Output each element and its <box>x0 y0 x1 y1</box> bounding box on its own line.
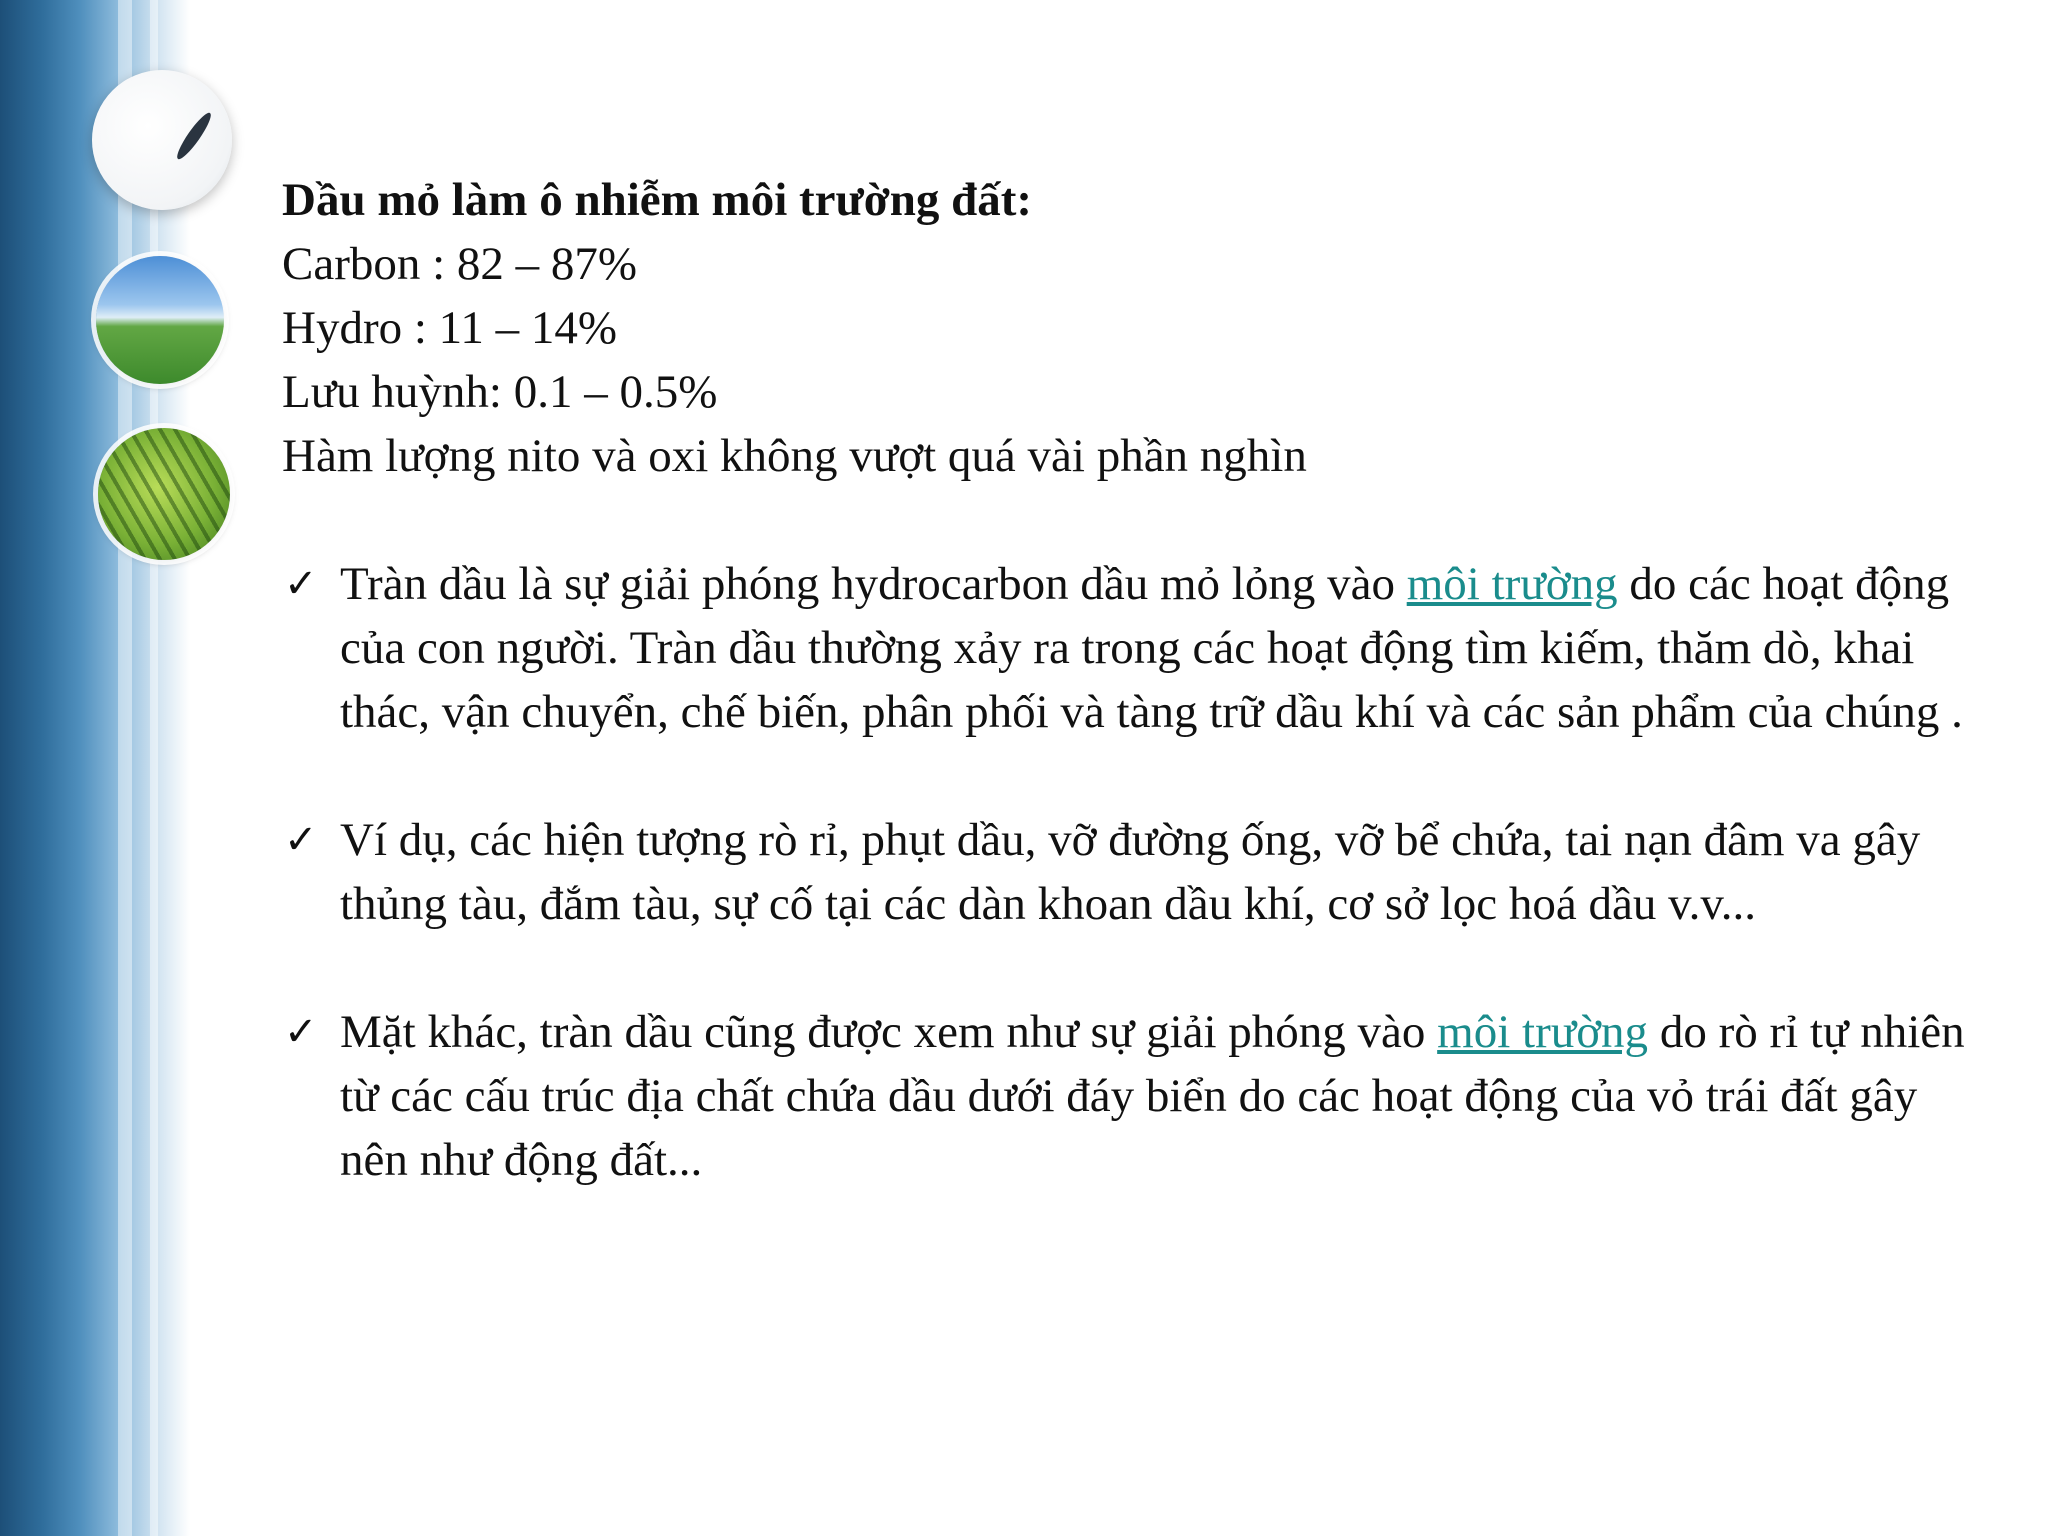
band-stripe <box>150 0 158 1536</box>
composition-carbon: Carbon : 82 – 87% <box>282 238 638 290</box>
link-moi-truong[interactable]: môi trường <box>1406 558 1618 610</box>
bullet-item-definition <box>282 552 1982 744</box>
bullet-text: do các hoạt động của con người. Tràn dầu thường xảy ra trong các hoạt động tìm kiếm, thăm dò, khai thác, vận chuyển, chế biến, phân phối và tàng trữ dầu khí và các sản phẩm của chúng . <box>340 558 1963 738</box>
bullet-text: Mặt khác, tràn dầu cũng được xem như sự giải phóng vào <box>340 1006 1438 1058</box>
band-stripe <box>118 0 132 1536</box>
checkmark-icon: ✓ <box>284 561 318 607</box>
bullet-list <box>282 552 1982 1192</box>
decorative-circle-white <box>92 70 232 210</box>
composition-hydro: Hydro : 11 – 14% <box>282 302 618 354</box>
checkmark-icon: ✓ <box>284 1009 318 1055</box>
bullet-text: Ví dụ, các hiện tượng rò rỉ, phụt dầu, vỡ đường ống, vỡ bể chứa, tai nạn đâm va gây thủng tàu, đắm tàu, sự cố tại các dàn khoan dầu khí, cơ sở lọc hoá dầu v.v... <box>340 814 1921 930</box>
bullet-text: do rò rỉ tự nhiên từ các cấu trúc địa chất chứa dầu dưới đáy biển do các hoạt động của vỏ trái đất gây nên như động đất... <box>340 1006 1965 1186</box>
slide-content <box>282 168 1982 1192</box>
decorative-circle-landscape <box>96 256 224 384</box>
bullet-item-examples <box>282 808 1982 936</box>
decorative-circle-fern <box>98 428 230 560</box>
slide-title: Dầu mỏ làm ô nhiễm môi trường đất: <box>282 174 1033 226</box>
bullet-item-natural-seepage <box>282 1000 1982 1192</box>
composition-sulfur: Lưu huỳnh: 0.1 – 0.5% <box>282 366 718 418</box>
checkmark-icon: ✓ <box>284 817 318 863</box>
decorative-side-band <box>0 0 190 1536</box>
composition-nitrogen-oxygen: Hàm lượng nito và oxi không vượt quá vài phần nghìn <box>282 430 1307 482</box>
bullet-text: Tràn dầu là sự giải phóng hydrocarbon dầu mỏ lỏng vào <box>340 558 1407 610</box>
link-moi-truong[interactable]: môi trường <box>1437 1006 1649 1058</box>
